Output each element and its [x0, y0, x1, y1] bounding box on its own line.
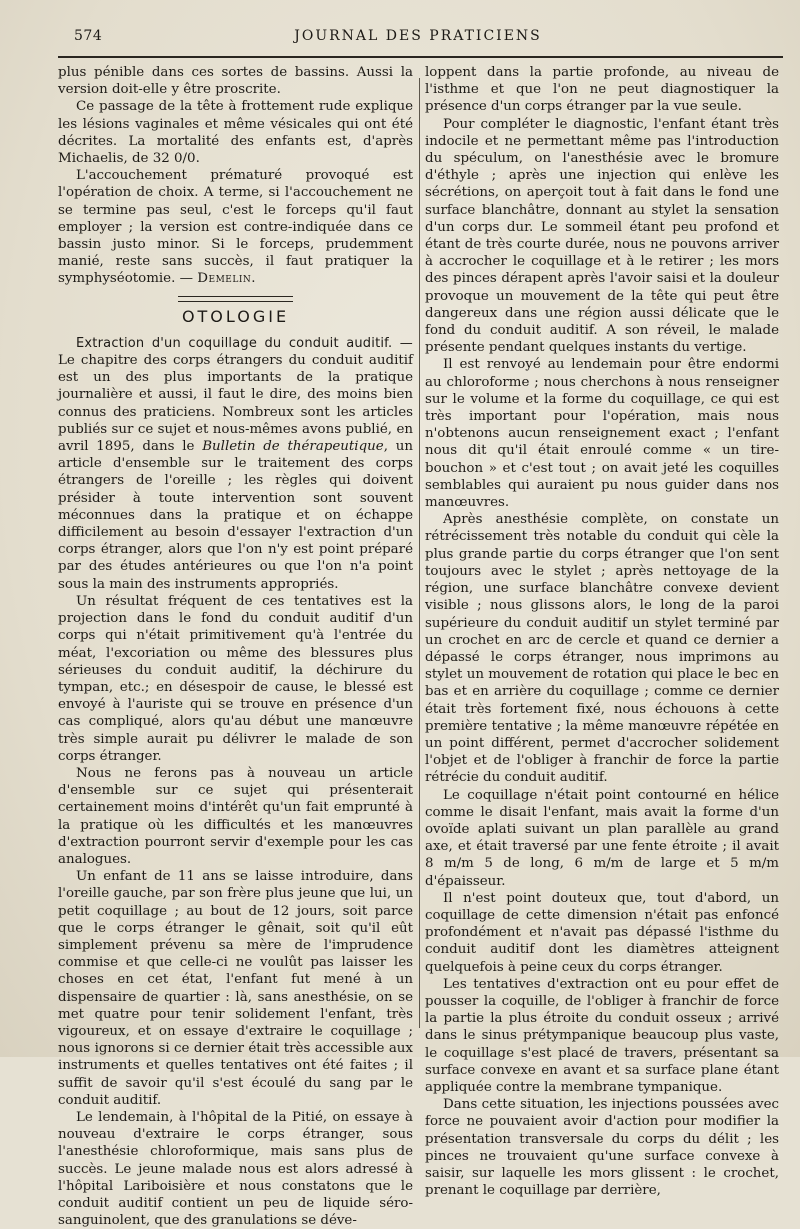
- paragraph: plus pénible dans ces sortes de bassins. Aussi la version doit-elle y être proscrite.: [58, 65, 413, 98]
- section-heading: OTOLOGIE: [181, 306, 290, 326]
- paragraph-text: Le chapitre des corps étrangers du conduit auditif est un des plus importants de la pratique journalière et aussi, il faut le dire, des moins bien connus des praticiens. Nombreux sont les articles publiés sur ce sujet et nous-mêmes avons publié, en avril 1895, dans le: [58, 353, 413, 455]
- paragraph: Un résultat fréquent de ces tentatives est la projection dans le fond du conduit auditif d'un corps qui n'était primitivement qu'à l'entrée du méat, l'excoriation ou même des blessures plus sérieuses du conduit auditif, la déchirure du tympan, etc.; en désespoir de cause, le blessé est envoyé à l'auriste qui se trouve en présence d'un cas compliqué, alors qu'au début une manœuvre très simple aurait pu délivrer le malade de son corps étranger.: [58, 593, 413, 764]
- paragraph: Pour compléter le diagnostic, l'enfant étant très indocile et ne permettant même pas l'introduction du spéculum, on l'anesthésie avec le bromure d'éthyle ; après une injection qui enlève les sécrétions, on aperçoit tout à fait dans le fond une surface blanchâtre, donnant au stylet la sensation d'un corps dur. Le sommeil étant peu profond et étant de très courte durée, nous ne pouvons arriver à accrocher le coquillage et à le retirer ; les mors des pinces dérapent après l'avoir saisi et la douleur provoque un mouvement de la tête qui peut être dangereux dans une région aussi délicate que le fond du conduit auditif. A son réveil, le malade présente pendant quelques instants du vertige.: [425, 116, 779, 356]
- paragraph: Le lendemain, à l'hôpital de la Pitié, on essaye à nouveau d'extraire le corps étranger, sous l'anesthésie chloroformique, mais sans plus de succès. Le jeune malade nous est alors adressé à l'hôpital Lariboisière et nous constatons que le conduit auditif contient un peu de liquide séro-sanguinolent, que des granulations se déve-: [58, 1109, 413, 1229]
- header-rule: [58, 56, 783, 58]
- section-divider: [178, 296, 293, 302]
- paragraph-with-signature: [58, 167, 413, 287]
- paragraph: Les tentatives d'extraction ont eu pour effet de pousser la coquille, de l'obliger à franchir de force la partie la plus étroite du conduit osseux ; arrivé dans le sinus prétympanique beaucoup plus vaste, le coquillage s'est placé de travers, présentant sa surface convexe en avant et sa surface plane étant appliquée contre la membrane tympanique.: [425, 976, 779, 1095]
- paragraph: Dans cette situation, les injections poussées avec force ne pouvaient avoir d'action pour modifier la présentation transversale du corps du délit ; les pinces ne trouvaient qu'une surface convexe à saisir, sur laquelle les mors glissent : le crochet, prenant le coquillage par derrière,: [425, 1097, 779, 1199]
- paragraph: loppent dans la partie profonde, au niveau de l'isthme et que l'on ne peut diagnostiquer la présence d'un corps étranger par la vue seule.: [425, 65, 779, 115]
- paragraph: Après anesthésie complète, on constate un rétrécissement très notable du conduit qui cèle la plus grande partie du corps étranger que l'on sent toujours avec le stylet ; après nettoyage de la région, une surface blanchâtre convexe devient visible ; nous glissons alors, le long de la paroi supérieure du conduit auditif un stylet terminé par un crochet en arc de cercle et quand ce dernier a dépassé le corps étranger, nous imprimons au stylet un mouvement de rotation qui place le bec en bas et en arrière du coquillage ; comme ce dernier était très fortement fixé, nous échouons à cette première tentative ; la même manœuvre répétée en un point différent, permet d'accrocher solidement l'objet et de l'obliger à franchir de force la partie rétrécie du conduit auditif.: [425, 512, 779, 786]
- paragraph: Ce passage de la tête à frottement rude explique les lésions vaginales et même vésicales qui ont été décrites. La mortalité des enfants est, d'après Michaelis, de 32 0/0.: [58, 99, 413, 167]
- paragraph-text: L'accouchement prématuré provoqué est l'opération de choix. A terme, si l'accouchement ne se termine pas seul, c'est le forceps qu'il faut employer ; la version est contre-indiquée dans ce bassin justo minor. Si le forceps, prudemment manié, reste sans succès, il faut pratiquer la symphyséotomie. —: [58, 168, 413, 287]
- paragraph: Le coquillage n'était point contourné en hélice comme le disait l'enfant, mais avait la forme d'un ovoïde aplati suivant un plan parallèle au grand axe, et était traversé par une fente étroite ; il avait 8 m/m 5 de long, 6 m/m de large et 5 m/m d'épaisseur.: [425, 787, 779, 889]
- right-column: [425, 64, 779, 1199]
- author-signature: Demelin.: [197, 271, 257, 287]
- paragraph: Il est renvoyé au lendemain pour être endormi au chloroforme ; nous cherchons à nous renseigner sur le volume et la forme du coquillage, ce qui est très important pour l'opération, mais nous n'obtenons aucun renseignement exact ; l'enfant nous dit qu'il était enroulé comme « un tire-bouchon » et c'est tout ; on avait jeté les coquilles semblables qui auraient pu nous guider dans nos manœuvres.: [425, 357, 779, 511]
- left-column: [58, 64, 413, 1229]
- paragraph-text: , un article d'ensemble sur le traitement des corps étrangers de l'oreille ; les règles qui doivent présider à toute intervention sont souvent méconnues dans la pratique et on échappe difficilement au besoin d'essayer l'extraction d'un corps étranger, alors que l'on n'y est point préparé par des études antérieures ou que l'on n'a point sous la main des instruments appropriés.: [58, 439, 413, 592]
- paragraph: [58, 335, 413, 593]
- paragraph: Nous ne ferons pas à nouveau un article d'ensemble sur ce sujet qui présenterait certainement moins d'intérêt qu'un fait emprunté à la pratique où les difficultés et les manœuvres d'extraction pourront servir d'exemple pour les cas analogues.: [58, 765, 413, 867]
- paragraph: Il n'est point douteux que, tout d'abord, un coquillage de cette dimension n'était pas enfoncé profondément et n'avait pas dépassé l'isthme du conduit auditif dont les diamètres atteignent quelquefois à peine ceux du corps étranger.: [425, 890, 779, 975]
- journal-title: Bulletin de thérapeutique: [202, 439, 384, 455]
- page-number: 574: [74, 28, 103, 44]
- article-title: Extraction d'un coquillage du conduit auditif. —: [76, 335, 413, 351]
- page-header: [58, 24, 778, 48]
- paragraph: Un enfant de 11 ans se laisse introduire, dans l'oreille gauche, par son frère plus jeune que lui, un petit coquillage ; au bout de 12 jours, soit parce que le corps étranger le gênait, soit qu'il eût simplement prévenu sa mère de l'imprudence commise et que celle-ci ne voulût pas laisser les choses en cet état, l'enfant fut mené à un dispensaire de quartier : là, sans anesthésie, on se met quatre pour tenir solidement l'enfant, très vigoureux, et on essaye d'extraire le coquillage ; nous ignorons si ce dernier était très accessible aux instruments et quelles tentatives ont été faites ; il suffit de savoir qu'il s'est écoulé du sang par le conduit auditif.: [58, 869, 413, 1108]
- running-head: JOURNAL DES PRATICIENS: [294, 28, 542, 44]
- column-divider: [419, 78, 420, 1028]
